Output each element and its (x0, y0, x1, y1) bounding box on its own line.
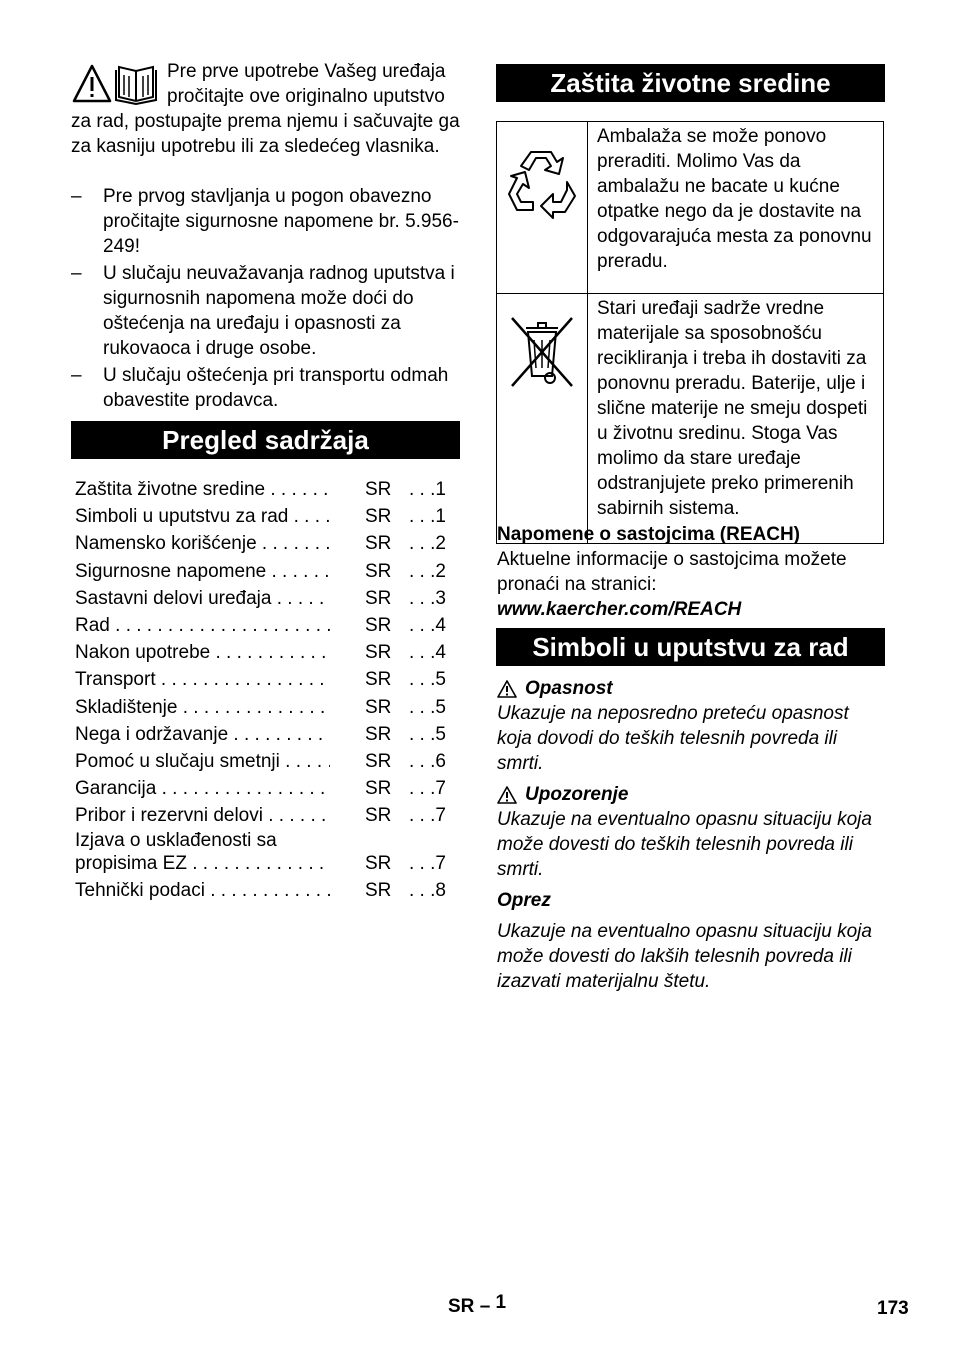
warning-heading (497, 782, 887, 807)
toc-row[interactable] (75, 530, 455, 557)
toc-row-lang: SR (365, 479, 392, 500)
toc-row[interactable] (75, 829, 455, 877)
recycle-cell (497, 122, 588, 294)
toc-row-title: Tehnički podaci . . . (75, 877, 330, 904)
recycle-text: Ambalaža se može ponovo preraditi. Molimo Vas da ambalažu ne bacate u kućne otpatke nego da je dostavite na odgovarajuća mesta za ponovnu preradu. (588, 122, 884, 294)
table-row (497, 122, 884, 294)
toc-row-page: . . .1 (409, 506, 446, 528)
toc-row-title: Nega i održavanje . . . (75, 721, 330, 748)
toc-row-page: . . .5 (409, 723, 446, 745)
reach-link[interactable]: www.kaercher.com/REACH (497, 599, 742, 620)
intro-text: Pre prve upotrebe Vašeg uređaja pročitajte ove originalno uputstvo za rad, postupajte prema njemu i sačuvajte ga za kasniju upotrebu ili za sledećeg vlasnika. (71, 61, 460, 157)
toc-row-lang: SR (365, 805, 392, 827)
toc-row-lang: SR (365, 614, 392, 636)
env-table (496, 121, 884, 544)
toc-row-page: . . .1 (409, 479, 446, 500)
toc-row[interactable] (75, 775, 455, 802)
toc-row-title: Pribor i rezervni delovi . . . (75, 802, 330, 829)
reach-note (497, 522, 887, 622)
toc-row[interactable] (75, 748, 455, 775)
danger-text: Ukazuje na neposredno preteću opasnost koja dovodi do teških telesnih povreda ili smrti. (497, 703, 849, 774)
toc-row-lang: SR (365, 696, 392, 718)
danger-title: Opasnost (525, 678, 613, 699)
toc-row-title: Izjava o usklađenosti sa (75, 830, 277, 852)
toc-row-lang: SR (365, 642, 392, 664)
symbols-heading: Simboli u uputstvu za rad (496, 628, 885, 666)
toc-heading: Pregled sadržaja (71, 421, 460, 459)
toc-row-title: Simboli u uputstvu za rad . . . (75, 503, 330, 530)
toc-row-page: . . .5 (409, 696, 446, 718)
intro-bullet-list (71, 184, 463, 415)
warning-text: Ukazuje na eventualno opasnu situaciju koja može dovesti do teških telesnih povreda ili smrti. (497, 809, 872, 880)
toc-row-page: . . .3 (409, 587, 446, 609)
toc-row-page: . . .4 (409, 614, 446, 636)
toc-row-title: Garancija . . . (75, 775, 330, 802)
reach-text: Aktuelne informacije o sastojcima možete pronaći na stranici: (497, 549, 847, 595)
weee-text: Stari uređaji sadrže vredne materijale sa sposobnošću recikliranja i treba ih dostaviti za ponovnu preradu. Baterije, ulje i slične materije ne smeju dospeti u životnu sredinu. Stoga Vas molimo da stare uređaje odstranjujete preko primerenih sabirnih sistema. (588, 294, 884, 544)
warning-triangle-icon (74, 66, 110, 101)
toc-row[interactable] (75, 558, 455, 585)
toc-row-lang: SR (365, 560, 392, 582)
symbols-section (497, 676, 887, 1000)
toc-row-lang: SR (365, 853, 392, 875)
warning-manual-icon (71, 63, 159, 105)
toc-row[interactable] (75, 585, 455, 612)
toc-row-lang: SR (365, 723, 392, 745)
toc-row-page: . . .7 (409, 805, 446, 827)
caution-text: Ukazuje na eventualno opasnu situaciju koja može dovesti do lakših telesnih povreda ili izazvati materijalnu štetu. (497, 921, 872, 992)
weee-cell (497, 294, 588, 544)
toc-row[interactable] (75, 666, 455, 693)
toc-row-page: . . .7 (409, 853, 446, 875)
toc-row-title: Rad . . . (75, 612, 330, 639)
toc-row-title: Pomoć u slučaju smetnji . . . (75, 748, 330, 775)
danger-heading (497, 676, 887, 701)
toc-row-lang: SR (365, 778, 392, 800)
caution-heading (497, 888, 887, 913)
recycle-icon (503, 142, 581, 220)
env-heading: Zaštita životne sredine (496, 64, 885, 102)
toc-row-title: Zaštita životne sredine . . . (75, 476, 330, 503)
toc-row-lang: SR (365, 533, 392, 555)
warning-triangle-icon (497, 680, 517, 698)
table-row (497, 294, 884, 544)
toc-row-page: . . .4 (409, 642, 446, 664)
list-item: – U slučaju oštećenja pri transportu odmah obavestite prodavca. (71, 365, 449, 411)
toc-row-page: . . .2 (409, 560, 446, 582)
toc-row-title: Nakon upotrebe . . . (75, 639, 330, 666)
toc-row[interactable] (75, 694, 455, 721)
toc-row[interactable] (75, 721, 455, 748)
manual-book-icon (116, 67, 156, 104)
toc-row-page: . . .7 (409, 778, 446, 800)
caution-title: Oprez (497, 890, 551, 911)
reach-title: Napomene o sastojcima (REACH) (497, 524, 801, 545)
toc-row-title: Sastavni delovi uređaja . . . (75, 585, 330, 612)
toc-row-page: . . .6 (409, 750, 446, 772)
list-item: – U slučaju neuvažavanja radnog uputstva i sigurnosnih napomena može doći do oštećenja na uređaju i opasnosti za rukovaoca i druge osobe. (71, 263, 455, 359)
warning-triangle-icon (497, 786, 517, 804)
toc-row[interactable] (75, 877, 455, 904)
toc-row-page: . . .5 (409, 669, 446, 691)
toc-row-title: Sigurnosne napomene . . . (75, 558, 330, 585)
toc-row-lang: SR (365, 669, 392, 691)
table-of-contents (75, 476, 455, 905)
toc-row-title: Namensko korišćenje . . . (75, 530, 330, 557)
toc-row-lang: SR (365, 880, 392, 902)
toc-row[interactable] (75, 476, 455, 503)
toc-row[interactable] (75, 639, 455, 666)
toc-row[interactable] (75, 503, 455, 530)
crossed-bin-icon (508, 314, 576, 390)
toc-row-title: Transport . . . (75, 666, 330, 693)
toc-row[interactable] (75, 612, 455, 639)
footer-section-label: SR – 1 (448, 1292, 507, 1317)
toc-row-title: propisima EZ . . . (75, 850, 330, 877)
list-item: – Pre prvog stavljanja u pogon obavezno pročitajte sigurnosne napomene br. 5.956-249! (71, 186, 459, 257)
toc-row[interactable] (75, 802, 455, 829)
toc-row-lang: SR (365, 587, 392, 609)
toc-row-lang: SR (365, 506, 392, 528)
toc-row-page: . . .2 (409, 533, 446, 555)
toc-row-title: Skladištenje . . . (75, 694, 330, 721)
toc-row-page: . . .8 (409, 880, 446, 902)
intro-paragraph (71, 59, 463, 159)
toc-row-lang: SR (365, 750, 392, 772)
warning-title: Upozorenje (525, 784, 629, 805)
page-number: 173 (877, 1298, 909, 1319)
